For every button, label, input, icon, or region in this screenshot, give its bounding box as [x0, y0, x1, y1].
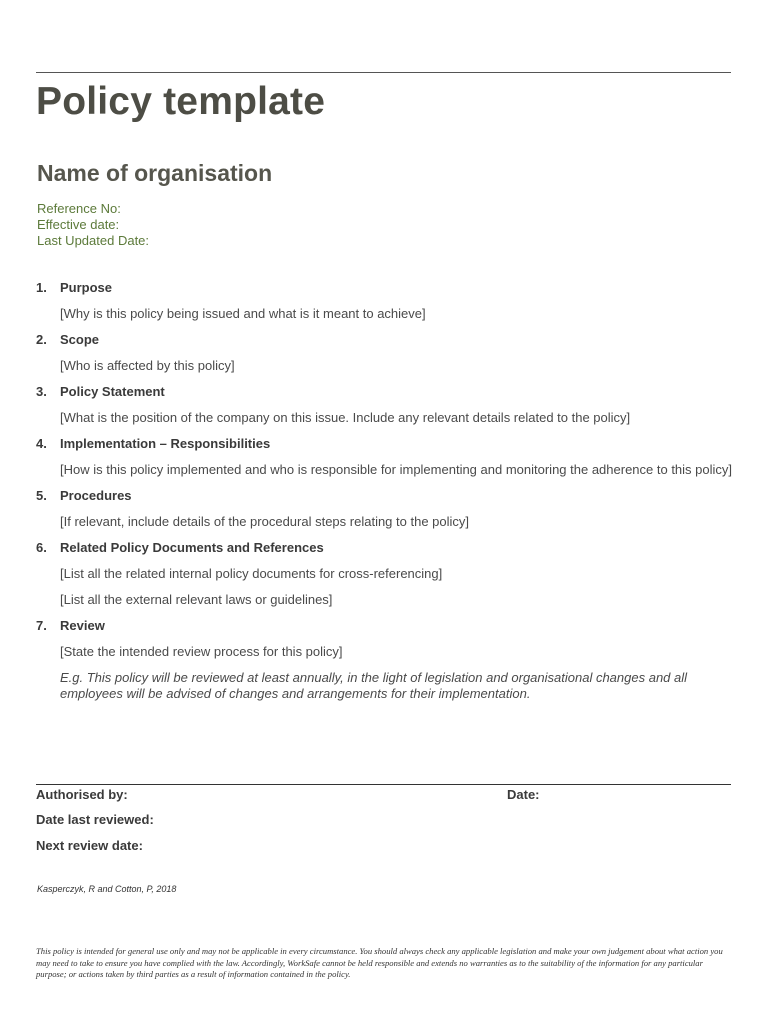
section-title: Procedures — [60, 488, 132, 503]
section-number: 4. — [36, 436, 47, 451]
section-heading — [36, 384, 736, 400]
section-number: 7. — [36, 618, 47, 633]
section-placeholder-text: [How is this policy implemented and who is responsible for implementing and monitoring the adherence to this policy] — [60, 462, 733, 477]
section-number: 5. — [36, 488, 47, 503]
section-placeholder-text: [State the intended review process for this policy] — [60, 644, 343, 659]
section-body — [60, 566, 732, 608]
section-heading — [36, 618, 736, 634]
policy-section — [36, 488, 736, 530]
policy-section — [36, 540, 736, 608]
section-body — [60, 410, 732, 426]
authorised-by-label: Authorised by: — [36, 787, 128, 802]
section-placeholder-text: [Who is affected by this policy] — [60, 358, 235, 373]
policy-section — [36, 280, 736, 322]
section-placeholder-text: [List all the related internal policy documents for cross-referencing] — [60, 566, 443, 581]
section-number: 1. — [36, 280, 47, 295]
author-credit: Kasperczyk, R and Cotton, P, 2018 — [37, 884, 177, 894]
legal-disclaimer: This policy is intended for general use only and may not be applicable in every circumstance. You should always check any applicable legislation and make your own judgement about what action you may need to take to ensure you have complied with the law. Accordingly, WorkSafe cannot be held responsible and extends no warranties as to the suitability of the information for any particular purpose; or actions taken by third parties as a result of information contained in the policy. — [36, 946, 723, 980]
section-title: Purpose — [60, 280, 113, 295]
next-review-date-label: Next review date: — [36, 838, 143, 853]
section-body — [60, 358, 732, 374]
last-updated-label: Last Updated Date: — [37, 233, 150, 248]
section-body — [60, 462, 732, 478]
date-last-reviewed-label: Date last reviewed: — [36, 812, 154, 827]
section-placeholder-text: [List all the external relevant laws or guidelines] — [60, 592, 333, 607]
section-title: Policy Statement — [60, 384, 165, 399]
section-title: Scope — [60, 332, 100, 347]
section-body — [60, 644, 732, 702]
policy-section — [36, 332, 736, 374]
effective-date-label: Effective date: — [37, 217, 120, 232]
section-heading — [36, 332, 736, 348]
section-example-note: E.g. This policy will be reviewed at least annually, in the light of legislation and organisational changes and all employees will be advised of changes and arrangements for their implementation. — [60, 670, 688, 701]
section-title: Implementation – Responsibilities — [60, 436, 271, 451]
policy-section — [36, 436, 736, 478]
section-placeholder-text: [If relevant, include details of the procedural steps relating to the policy] — [60, 514, 470, 529]
section-heading — [36, 488, 736, 504]
section-title: Review — [60, 618, 105, 633]
section-placeholder-text: [What is the position of the company on this issue. Include any relevant details related to the policy] — [60, 410, 631, 425]
date-label: Date: — [507, 787, 540, 802]
section-body — [60, 514, 732, 530]
document-title: Policy template — [36, 80, 326, 123]
top-divider — [36, 72, 731, 73]
signoff-divider — [36, 784, 731, 785]
section-heading — [36, 280, 736, 296]
reference-number-label: Reference No: — [37, 201, 121, 216]
section-number: 6. — [36, 540, 47, 555]
organisation-name: Name of organisation — [37, 160, 273, 186]
policy-sections — [36, 280, 736, 712]
section-number: 2. — [36, 332, 47, 347]
section-heading — [36, 436, 736, 452]
policy-section — [36, 618, 736, 702]
section-body — [60, 306, 732, 322]
section-title: Related Policy Documents and References — [60, 540, 324, 555]
section-heading — [36, 540, 736, 556]
section-placeholder-text: [Why is this policy being issued and what is it meant to achieve] — [60, 306, 426, 321]
section-number: 3. — [36, 384, 47, 399]
policy-section — [36, 384, 736, 426]
document-meta — [37, 201, 149, 249]
